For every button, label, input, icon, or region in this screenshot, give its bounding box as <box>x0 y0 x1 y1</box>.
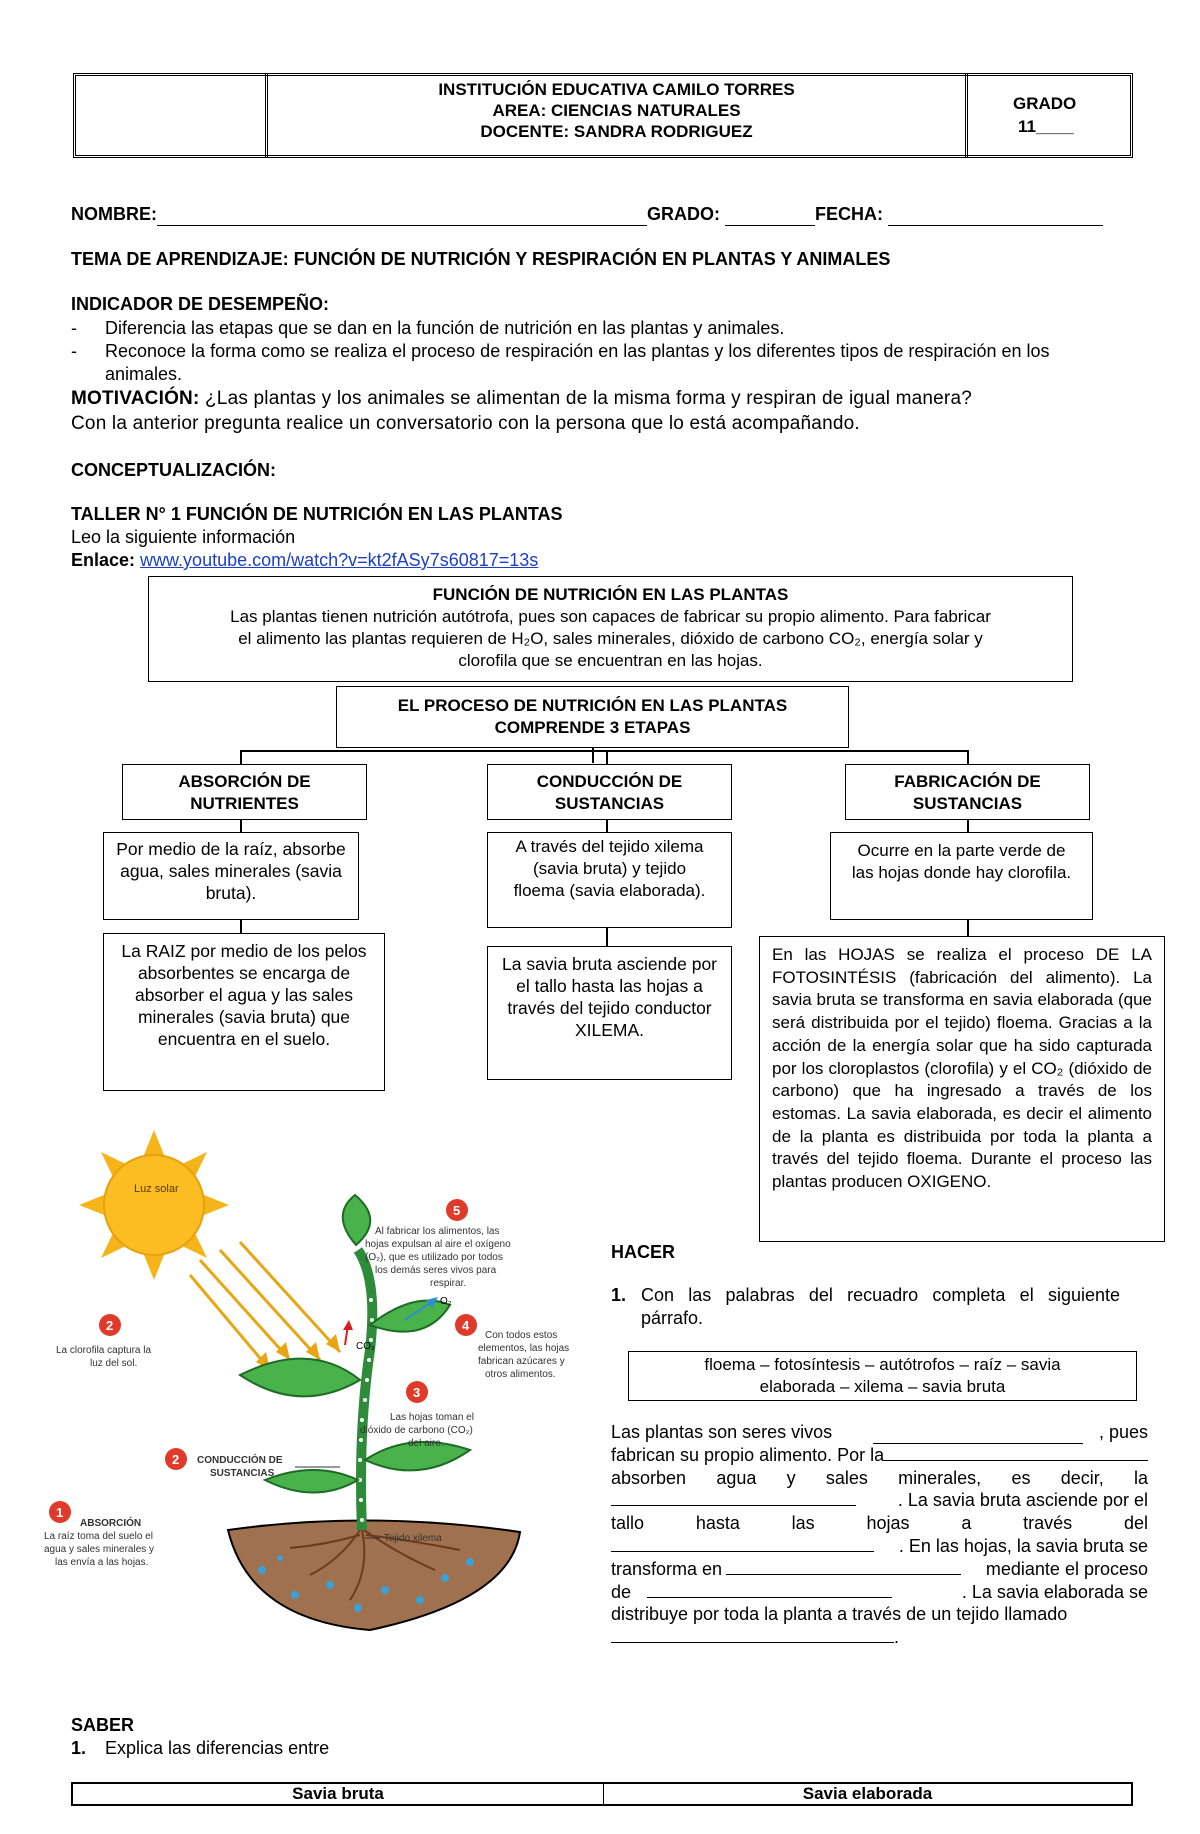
svg-text:SUSTANCIAS: SUSTANCIAS <box>210 1468 275 1479</box>
col-savia-bruta: Savia bruta <box>73 1784 604 1804</box>
badge-2-clorofila <box>99 1314 121 1336</box>
hacer-title: HACER <box>611 1242 676 1262</box>
connector-stage-1 <box>240 750 242 764</box>
stage-1-desc: Por medio de la raíz, absorbe agua, sales minerales (savia bruta). <box>116 839 346 903</box>
blank-xilema[interactable] <box>611 1535 874 1552</box>
indicator-bullet-1: - <box>71 318 77 338</box>
name-label: NOMBRE: <box>71 204 157 224</box>
svg-text:Al fabricar los alimentos, las: Al fabricar los alimentos, las <box>375 1226 500 1237</box>
link-label: Enlace: <box>71 550 136 570</box>
svg-text:Con todos estos: Con todos estos <box>485 1330 558 1341</box>
svg-text:del aire.: del aire. <box>408 1438 444 1449</box>
stage-1-desc-box <box>103 832 359 920</box>
stage-1-title-1: ABSORCIÓN DE <box>178 772 311 791</box>
nutrition-summary-box <box>148 576 1073 682</box>
connector-1a <box>240 820 242 832</box>
blank-savia-elaborada[interactable] <box>726 1558 961 1575</box>
svg-text:4: 4 <box>462 1318 470 1333</box>
connector-horizontal <box>240 750 968 752</box>
name-field[interactable] <box>157 209 647 226</box>
svg-text:fabrican azúcares y: fabrican azúcares y <box>478 1356 565 1367</box>
svg-text:2: 2 <box>172 1452 180 1467</box>
area-name: AREA: CIENCIAS NATURALES <box>492 101 741 120</box>
blank-raiz[interactable] <box>884 1444 1148 1461</box>
svg-text:La clorofila captura la: La clorofila captura la <box>56 1345 152 1356</box>
svg-text:2: 2 <box>106 1318 114 1333</box>
motivation <box>71 386 1141 436</box>
motivation-label: MOTIVACIÓN: <box>71 388 200 409</box>
video-link[interactable]: www.youtube.com/watch?v=kt2fASy7s60817=13s <box>140 550 539 570</box>
institution-name: INSTITUCIÓN EDUCATIVA CAMILO TORRES <box>438 80 795 99</box>
connector-3b <box>967 920 969 936</box>
svg-text:respirar.: respirar. <box>430 1278 467 1289</box>
connector-2a <box>606 820 608 832</box>
nutrition-summary-title: FUNCIÓN DE NUTRICIÓN EN LAS PLANTAS <box>432 585 789 604</box>
stage-3-desc-box <box>830 832 1093 920</box>
p1b: , pues <box>1098 1422 1148 1442</box>
connector-2b <box>606 928 608 946</box>
nutrition-summary-text-1: Las plantas tienen nutrición autótrofa, pues son capaces de fabricar su propio alimento. Para fabricar <box>230 607 991 626</box>
svg-text:La raíz toma del suelo el: La raíz toma del suelo el <box>44 1531 153 1542</box>
p8a: de <box>611 1581 632 1602</box>
p4: . La savia bruta asciende por el <box>897 1490 1148 1511</box>
nutrition-summary-text-3: clorofila que se encuentran en las hojas. <box>458 651 763 670</box>
motivation-instruction: Con la anterior pregunta realice un conversatorio con la persona que lo está acompañando. <box>71 413 860 434</box>
svg-text:5: 5 <box>453 1203 461 1218</box>
svg-text:(O₂), que es utilizado por tod: (O₂), que es utilizado por todos <box>365 1252 503 1263</box>
svg-text:3: 3 <box>413 1385 421 1400</box>
p7b: mediante el proceso <box>985 1558 1148 1579</box>
svg-text:luz del sol.: luz del sol. <box>90 1358 138 1369</box>
saber-item-text: Explica las diferencias entre <box>105 1738 330 1758</box>
indicator-title: INDICADOR DE DESEMPEÑO: <box>71 294 330 314</box>
saber-title: SABER <box>71 1715 135 1735</box>
stage-3-title-1: FABRICACIÓN DE <box>894 772 1041 791</box>
svg-text:CONDUCCIÓN DE: CONDUCCIÓN DE <box>197 1455 283 1466</box>
stage-2-title-2: SUSTANCIAS <box>554 794 665 813</box>
svg-text:Las hojas toman el: Las hojas toman el <box>390 1412 474 1423</box>
indicator-bullet-2: - <box>71 341 77 361</box>
grade-field[interactable] <box>725 209 815 226</box>
p2: fabrican su propio alimento. Por la <box>611 1444 885 1465</box>
date-label: FECHA: <box>815 204 884 224</box>
hacer-item-number: 1. <box>611 1285 627 1305</box>
header-grade-label: GRADO <box>1013 94 1077 113</box>
saber-item-number: 1. <box>71 1738 87 1758</box>
stage-2-desc: A través del tejido xilema (savia bruta) y tejido floema (savia elaborada). <box>513 837 706 900</box>
svg-text:los demás seres vivos para: los demás seres vivos para <box>375 1265 497 1276</box>
svg-text:otros alimentos.: otros alimentos. <box>485 1369 556 1380</box>
student-line <box>71 203 1131 226</box>
teacher-name: DOCENTE: SANDRA RODRIGUEZ <box>480 122 753 141</box>
word-bank-box <box>628 1351 1137 1401</box>
connector-3a <box>967 820 969 832</box>
p3: absorben agua y sales minerales, es decir, la <box>611 1467 1148 1488</box>
p6: . En las hojas, la savia bruta se <box>898 1535 1148 1556</box>
hacer-item-text: Con las palabras del recuadro completa el siguiente párrafo. <box>641 1285 1120 1328</box>
workshop-title: TALLER N° 1 FUNCIÓN DE NUTRICIÓN EN LAS PLANTAS <box>71 504 563 524</box>
svg-text:dióxido de carbono (CO₂): dióxido de carbono (CO₂) <box>360 1425 473 1436</box>
blank-savia-bruta[interactable] <box>611 1489 856 1506</box>
workshop-link-line <box>71 549 538 572</box>
workshop-read: Leo la siguiente información <box>71 527 296 547</box>
conceptualization-heading: CONCEPTUALIZACIÓN: <box>71 460 276 480</box>
word-bank-1: floema – fotosíntesis – autótrofos – raíz – savia <box>704 1355 1061 1374</box>
svg-text:las envía a las hojas.: las envía a las hojas. <box>55 1557 149 1568</box>
p8b: . La savia elaborada se <box>961 1581 1148 1602</box>
stem <box>358 1250 372 1530</box>
header-grade-value: 11____ <box>1018 117 1074 136</box>
grade-label: GRADO: <box>647 204 720 224</box>
svg-text:hojas expulsan al aire el oxíg: hojas expulsan al aire el oxígeno <box>365 1239 511 1250</box>
p1a: Las plantas son seres vivos <box>611 1422 833 1442</box>
word-bank-2: elaborada – xilema – savia bruta <box>759 1377 1006 1396</box>
svg-text:1: 1 <box>56 1505 64 1520</box>
svg-text:agua y sales minerales y: agua y sales minerales y <box>44 1544 155 1555</box>
stage-2-detail: La savia bruta asciende por el tallo hasta las hojas a través del tejido conductor XILEMA. <box>502 954 717 1040</box>
stage-3-detail: En las HOJAS se realiza el proceso DE LA FOTOSINTÉSIS (fabricación del alimento). La savia bruta se transforma en savia elaborada (que será distribuida por el tejido) floema. Gracias a la acción de la energía solar que ha sido capturada por los cloroplastos (clorofila) y el CO₂ (dióxido de carbono) que ha ingresado a través de los estomas. La savia elaborada, es decir el alimento de la planta es distribuida por toda la planta a través del tejido floema. Durante el proceso las plantas producen OXIGENO. <box>772 945 1152 1192</box>
svg-text:Tejido xilema: Tejido xilema <box>384 1533 442 1544</box>
p9: distribuye por toda la planta a través de un tejido llamado <box>611 1604 1068 1625</box>
process-box <box>336 686 849 748</box>
stage-2-desc-box <box>487 832 732 928</box>
process-title-1: EL PROCESO DE NUTRICIÓN EN LAS PLANTAS <box>397 696 788 715</box>
p7a: transforma en <box>611 1558 723 1579</box>
plant-illustration <box>40 1130 620 1640</box>
badge-4 <box>455 1314 477 1336</box>
co2-label: CO₂ <box>356 1341 375 1352</box>
stage-2-detail-box <box>487 946 732 1080</box>
connector-stage-3 <box>967 750 969 764</box>
indicator-item-2: Reconoce la forma como se realiza el proceso de respiración en las plantas y los diferentes tipos de respiración en los animales. <box>105 341 1050 384</box>
stage-3-desc: Ocurre en la parte verde de las hojas donde hay clorofila. <box>851 841 1072 882</box>
badge-3 <box>406 1381 428 1403</box>
badge-2-conduccion <box>165 1448 187 1470</box>
stage-1-detail: La RAIZ por medio de los pelos absorbentes se encarga de absorber el agua y las sales minerales (savia bruta) que encuentra en el suelo. <box>121 941 367 1049</box>
date-field[interactable] <box>888 209 1103 226</box>
p5: tallo hasta las hojas a través del <box>611 1513 1148 1534</box>
col-savia-elaborada: Savia elaborada <box>802 1784 933 1803</box>
stage-fabricacion-title-box <box>845 764 1090 820</box>
stage-absorcion-title-box <box>122 764 367 820</box>
o2-label: O₂ <box>440 1296 452 1307</box>
badge-5 <box>446 1199 468 1221</box>
connector-stage-2 <box>606 750 608 764</box>
stage-conduccion-title-box <box>487 764 732 820</box>
stage-1-title-2: NUTRIENTES <box>190 794 299 813</box>
blank-floema[interactable] <box>611 1626 894 1643</box>
blank-fotosintesis[interactable] <box>647 1581 892 1598</box>
indicator-item-1: Diferencia las etapas que se dan en la función de nutrición en las plantas y animales. <box>105 318 785 338</box>
connector-1b <box>240 920 242 933</box>
stage-2-title-1: CONDUCCIÓN DE <box>536 772 683 791</box>
stage-3-detail-box <box>759 936 1165 1242</box>
process-title-2: COMPRENDE 3 ETAPAS <box>494 718 691 737</box>
blank-autotrofos[interactable] <box>873 1427 1083 1444</box>
nutrition-summary-text-2: el alimento las plantas requieren de H₂O, sales minerales, dióxido de carbono CO₂, energía solar y <box>238 629 983 648</box>
motivation-question: ¿Las plantas y los animales se alimentan de la misma forma y respiran de igual manera? <box>199 388 972 409</box>
p10: . <box>894 1627 900 1648</box>
stage-1-detail-box <box>103 933 385 1091</box>
header-center <box>270 79 963 142</box>
topic-heading: TEMA DE APRENDIZAJE: FUNCIÓN DE NUTRICIÓN Y RESPIRACIÓN EN PLANTAS Y ANIMALES <box>71 249 891 269</box>
header-divider-right <box>965 73 971 158</box>
sun-icon <box>79 1130 229 1280</box>
comparison-table-header <box>71 1782 1133 1806</box>
svg-text:ABSORCIÓN: ABSORCIÓN <box>80 1518 142 1529</box>
sun-label: Luz solar <box>134 1183 179 1195</box>
stage-3-title-2: SUSTANCIAS <box>912 794 1023 813</box>
fill-paragraph <box>611 1421 1148 1649</box>
svg-text:elementos, las hojas: elementos, las hojas <box>478 1343 570 1354</box>
badge-1 <box>49 1501 71 1523</box>
